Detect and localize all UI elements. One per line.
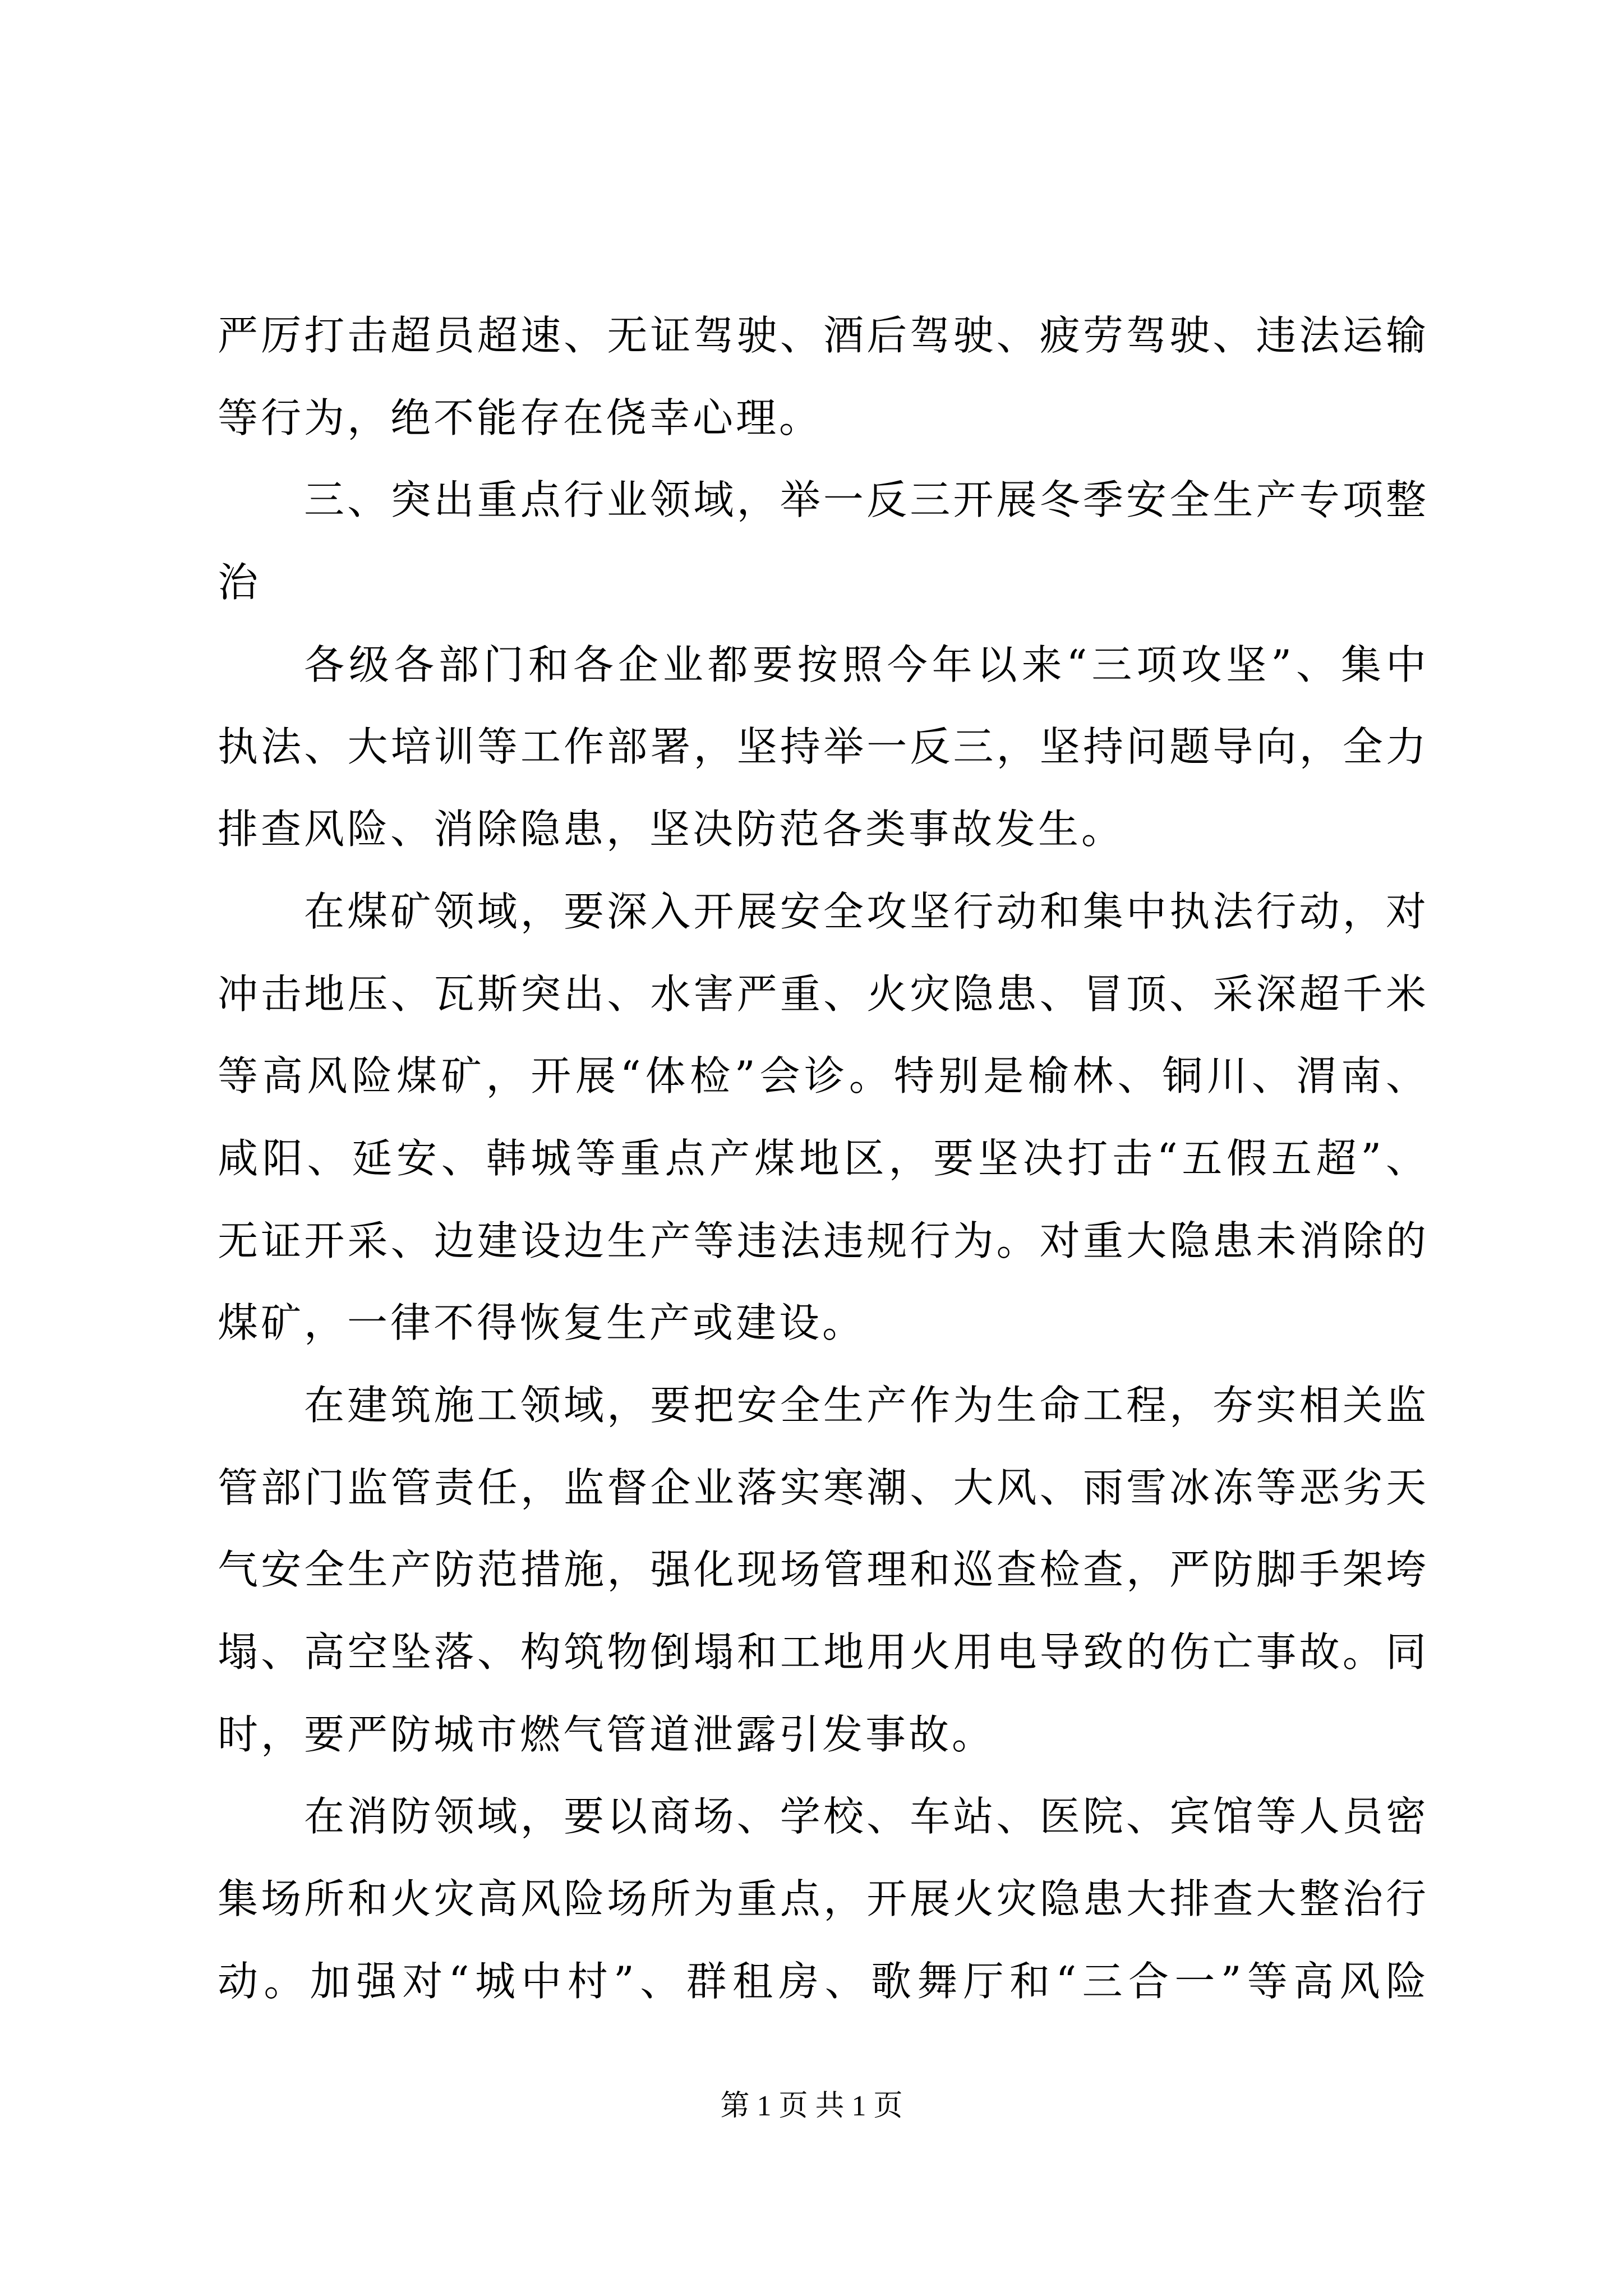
text-line: 执法、大培训等工作部署，坚持举一反三，坚持问题导向，全力	[218, 723, 1429, 771]
page-footer: 第 1 页 共 1 页	[720, 2090, 903, 2122]
paragraph-general	[218, 624, 1429, 871]
text-line: 煤矿，一律不得恢复生产或建设。	[218, 1299, 866, 1347]
paragraph-continuation	[218, 295, 1429, 459]
paragraph-coal-mining	[218, 871, 1429, 1364]
text-line: 在消防领域，要以商场、学校、车站、医院、宾馆等人员密	[304, 1793, 1429, 1841]
text-line: 气安全生产防范措施，强化现场管理和巡查检查，严防脚手架垮	[218, 1546, 1429, 1594]
text-line: 无证开采、边建设边生产等违法违规行为。对重大隐患未消除的	[218, 1217, 1429, 1264]
text-line: 各级各部门和各企业都要按照今年以来“三项攻坚”、集中	[304, 641, 1429, 688]
text-line: 时，要严防城市燃气管道泄露引发事故。	[218, 1710, 995, 1758]
text-line: 动。加强对“城中村”、群租房、歌舞厅和“三合一”等高风险	[218, 1957, 1429, 2005]
paragraph-fire-safety	[218, 1775, 1429, 2022]
text-line: 在煤矿领域，要深入开展安全攻坚行动和集中执法行动，对	[304, 887, 1429, 935]
text-line: 等高风险煤矿，开展“体检”会诊。特别是榆林、铜川、渭南、	[218, 1052, 1429, 1100]
text-line: 集场所和火灾高风险场所为重点，开展火灾隐患大排查大整治行	[218, 1875, 1429, 1923]
text-line: 塌、高空坠落、构筑物倒塌和工地用火用电导致的伤亡事故。同	[218, 1628, 1429, 1676]
section-heading	[218, 459, 1429, 623]
text-line: 排查风险、消除隐患，坚决防范各类事故发生。	[218, 806, 1125, 853]
text-line: 严厉打击超员超速、无证驾驶、酒后驾驶、疲劳驾驶、违法运输	[218, 312, 1429, 359]
heading-line: 三、突出重点行业领域，举一反三开展冬季安全生产专项整	[304, 476, 1429, 524]
text-line: 管部门监管责任，监督企业落实寒潮、大风、雨雪冰冻等恶劣天	[218, 1464, 1429, 1511]
document-body	[218, 295, 1429, 2022]
text-line: 冲击地压、瓦斯突出、水害严重、火灾隐患、冒顶、采深超千米	[218, 970, 1429, 1018]
text-line: 咸阳、延安、韩城等重点产煤地区，要坚决打击“五假五超”、	[218, 1134, 1429, 1182]
paragraph-construction	[218, 1364, 1429, 1775]
heading-line: 治	[218, 559, 261, 606]
text-line: 在建筑施工领域，要把安全生产作为生命工程，夯实相关监	[304, 1381, 1429, 1429]
text-line: 等行为，绝不能存在侥幸心理。	[218, 394, 823, 441]
